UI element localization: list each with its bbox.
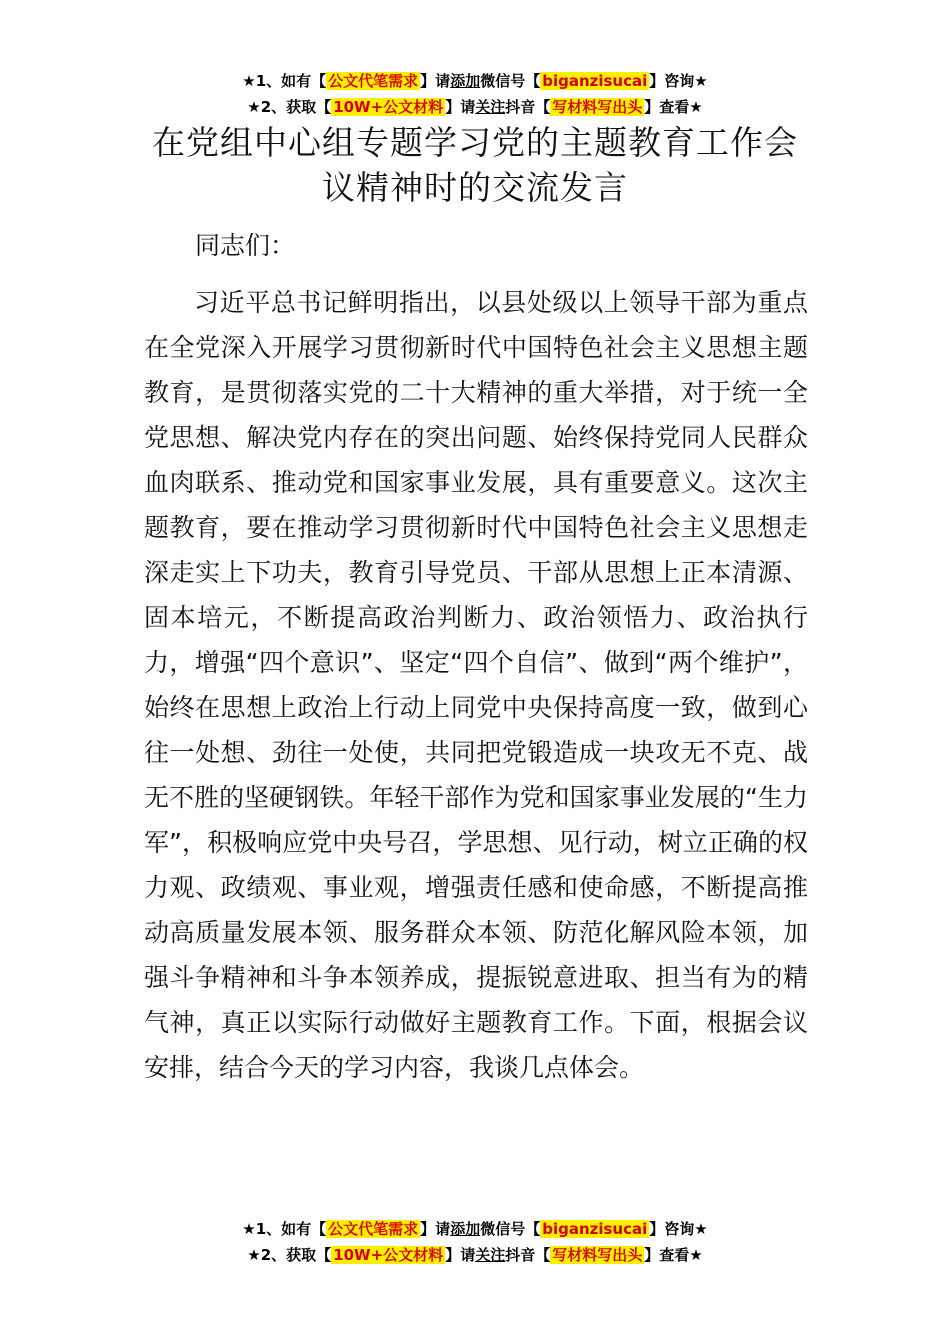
banner-text: 】咨询★ (649, 72, 708, 90)
banner-line-2 (0, 94, 950, 120)
banner-highlight: 10W+公文材料 (333, 1246, 444, 1264)
banner-highlight: 10W+公文材料 (333, 98, 444, 116)
banner-underline: 添加 (450, 1220, 481, 1238)
title-line-2: 议精神时的交流发言 (322, 168, 628, 207)
banner-line-1 (0, 68, 950, 94)
banner-underline: 关注 (475, 1246, 506, 1264)
banner-text: 】查看★ (644, 1246, 703, 1264)
banner-text: 】请 (445, 1246, 476, 1264)
bottom-banner (0, 1216, 950, 1268)
banner-text: 微信号【 (480, 1220, 541, 1238)
banner-text: 抖音【 (505, 1246, 551, 1264)
banner-highlight: 公文代笔需求 (328, 72, 419, 90)
body-paragraph: 习近平总书记鲜明指出，以县处级以上领导干部为重点在全党深入开展学习贯彻新时代中国特色社会主义思想主题教育，是贯彻落实党的二十大精神的重大举措，对于统一全党思想、解决党内存在的突出问题、始终保持党同人民群众血肉联系、推动党和国家事业发展，具有重要意义。这次主题教育，要在推动学习贯彻新时代中国特色社会主义思想走深走实上下功夫，教育引导党员、干部从思想上正本清源、固本培元，不断提高政治判断力、政治领悟力、政治执行力，增强“四个意识”、坚定“四个自信”、做到“两个维护”，始终在思想上政治上行动上同党中央保持高度一致，做到心往一处想、劲往一处使，共同把党锻造成一块攻无不克、战无不胜的坚硬钢铁。年轻干部作为党和国家事业发展的“生力军”，积极响应党中央号召，学思想、见行动，树立正确的权力观、政绩观、事业观，增强责任感和使命感，不断提高推动高质量发展本领、服务群众本领、防范化解风险本领，加强斗争精神和斗争本领养成，提振锐意进取、担当有为的精气神，真正以实际行动做好主题教育工作。下面，根据会议安排，结合今天的学习内容，我谈几点体会。 (144, 288, 808, 1082)
banner-text: ★1、如有【 (242, 1220, 327, 1238)
banner-text: 】请 (420, 72, 451, 90)
banner-underline: 添加 (450, 72, 481, 90)
banner-text: 抖音【 (505, 98, 551, 116)
banner-text: ★1、如有【 (242, 72, 327, 90)
banner-line-1 (0, 1216, 950, 1242)
banner-highlight: 写材料写出头 (552, 98, 643, 116)
banner-text: 】查看★ (644, 98, 703, 116)
banner-highlight: 公文代笔需求 (328, 1220, 419, 1238)
banner-text: 微信号【 (480, 72, 541, 90)
document-title (0, 120, 950, 210)
greeting: 同志们： (195, 231, 296, 260)
banner-line-2 (0, 1242, 950, 1268)
banner-text: 】咨询★ (649, 1220, 708, 1238)
banner-highlight: biganzisucai (542, 72, 648, 90)
banner-text: ★2、获取【 (247, 98, 332, 116)
banner-highlight: biganzisucai (542, 1220, 648, 1238)
top-banner (0, 68, 950, 120)
banner-text: ★2、获取【 (247, 1246, 332, 1264)
banner-highlight: 写材料写出头 (552, 1246, 643, 1264)
banner-underline: 关注 (475, 98, 506, 116)
banner-text: 】请 (445, 98, 476, 116)
banner-text: 】请 (420, 1220, 451, 1238)
title-line-1: 在党组中心组专题学习党的主题教育工作会 (152, 123, 798, 162)
